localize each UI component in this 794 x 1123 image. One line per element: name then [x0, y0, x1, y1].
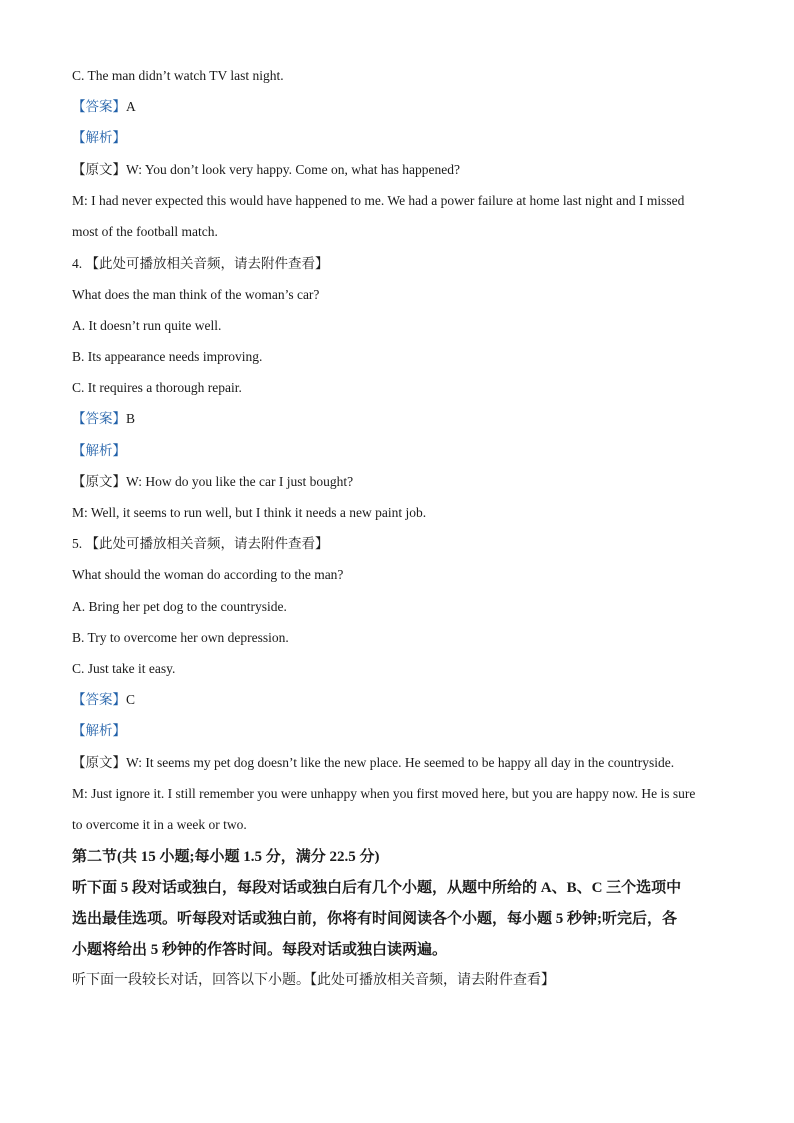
transcript-line-m-q5-a: M: Just ignore it. I still remember you were unhappy when you first moved here, but you are happy now. He is sure — [72, 786, 696, 801]
transcript-line-m-q3-a: M: I had never expected this would have happened to me. We had a power failure at home last night and I missed — [72, 193, 685, 208]
transcript-tag: 【原文】 — [72, 474, 126, 489]
section-2-title: 第二节(共 15 小题;每小题 1.5 分，满分 22.5 分) — [72, 849, 380, 865]
explanation-tag: 【解析】 — [72, 723, 126, 738]
answer-line-q4 — [72, 410, 135, 428]
transcript-tag: 【原文】 — [72, 162, 126, 177]
transcript-line-w-q5 — [72, 754, 674, 772]
question-5-header: 5. 【此处可播放相关音频，请去附件查看】 — [72, 536, 329, 551]
transcript-line-w-q4 — [72, 473, 353, 491]
section-2-instructions-2: 选出最佳选项。听每段对话或独白前，你将有时间阅读各个小题，每小题 5 秒钟;听完后，各 — [72, 911, 677, 927]
option-c-q5: C. Just take it easy. — [72, 661, 176, 676]
question-4-text: What does the man think of the woman’s car? — [72, 287, 320, 302]
transcript-line-m-q4: M: Well, it seems to run well, but I think it needs a new paint job. — [72, 505, 427, 520]
answer-line-q5 — [72, 691, 135, 709]
answer-value: C — [126, 692, 136, 707]
answer-value: A — [126, 99, 136, 114]
option-c-q3: C. The man didn’t watch TV last night. — [72, 68, 284, 83]
section-2-instructions-3: 小题将给出 5 秒钟的作答时间。每段对话或独白读两遍。 — [72, 942, 448, 958]
explanation-tag: 【解析】 — [72, 130, 126, 145]
section-2-instructions-1: 听下面 5 段对话或独白，每段对话或独白后有几个小题，从题中所给的 A、B、C 三个选项中 — [72, 880, 682, 896]
transcript-text: W: How do you like the car I just bought? — [126, 474, 354, 489]
option-b-q5: B. Try to overcome her own depression. — [72, 630, 289, 645]
explanation-tag: 【解析】 — [72, 443, 126, 458]
option-a-q4: A. It doesn’t run quite well. — [72, 318, 222, 333]
transcript-line-w-q3 — [72, 161, 460, 179]
option-b-q4: B. Its appearance needs improving. — [72, 349, 263, 364]
answer-tag: 【答案】 — [72, 99, 126, 114]
transcript-text: W: It seems my pet dog doesn’t like the new place. He seemed to be happy all day in the countryside. — [126, 755, 675, 770]
option-c-q4: C. It requires a thorough repair. — [72, 380, 242, 395]
question-4-header: 4. 【此处可播放相关音频，请去附件查看】 — [72, 256, 329, 271]
transcript-line-m-q3-b: most of the football match. — [72, 224, 218, 239]
question-5-text: What should the woman do according to the man? — [72, 567, 344, 582]
option-a-q5: A. Bring her pet dog to the countryside. — [72, 599, 287, 614]
answer-tag: 【答案】 — [72, 692, 126, 707]
answer-tag: 【答案】 — [72, 411, 126, 426]
long-dialogue-prompt: 听下面一段较长对话，回答以下小题。【此处可播放相关音频，请去附件查看】 — [72, 973, 555, 988]
transcript-tag: 【原文】 — [72, 755, 126, 770]
transcript-text: W: You don’t look very happy. Come on, what has happened? — [126, 162, 460, 177]
transcript-line-m-q5-b: to overcome it in a week or two. — [72, 817, 247, 832]
answer-line-q3 — [72, 98, 136, 116]
answer-value: B — [126, 411, 136, 426]
